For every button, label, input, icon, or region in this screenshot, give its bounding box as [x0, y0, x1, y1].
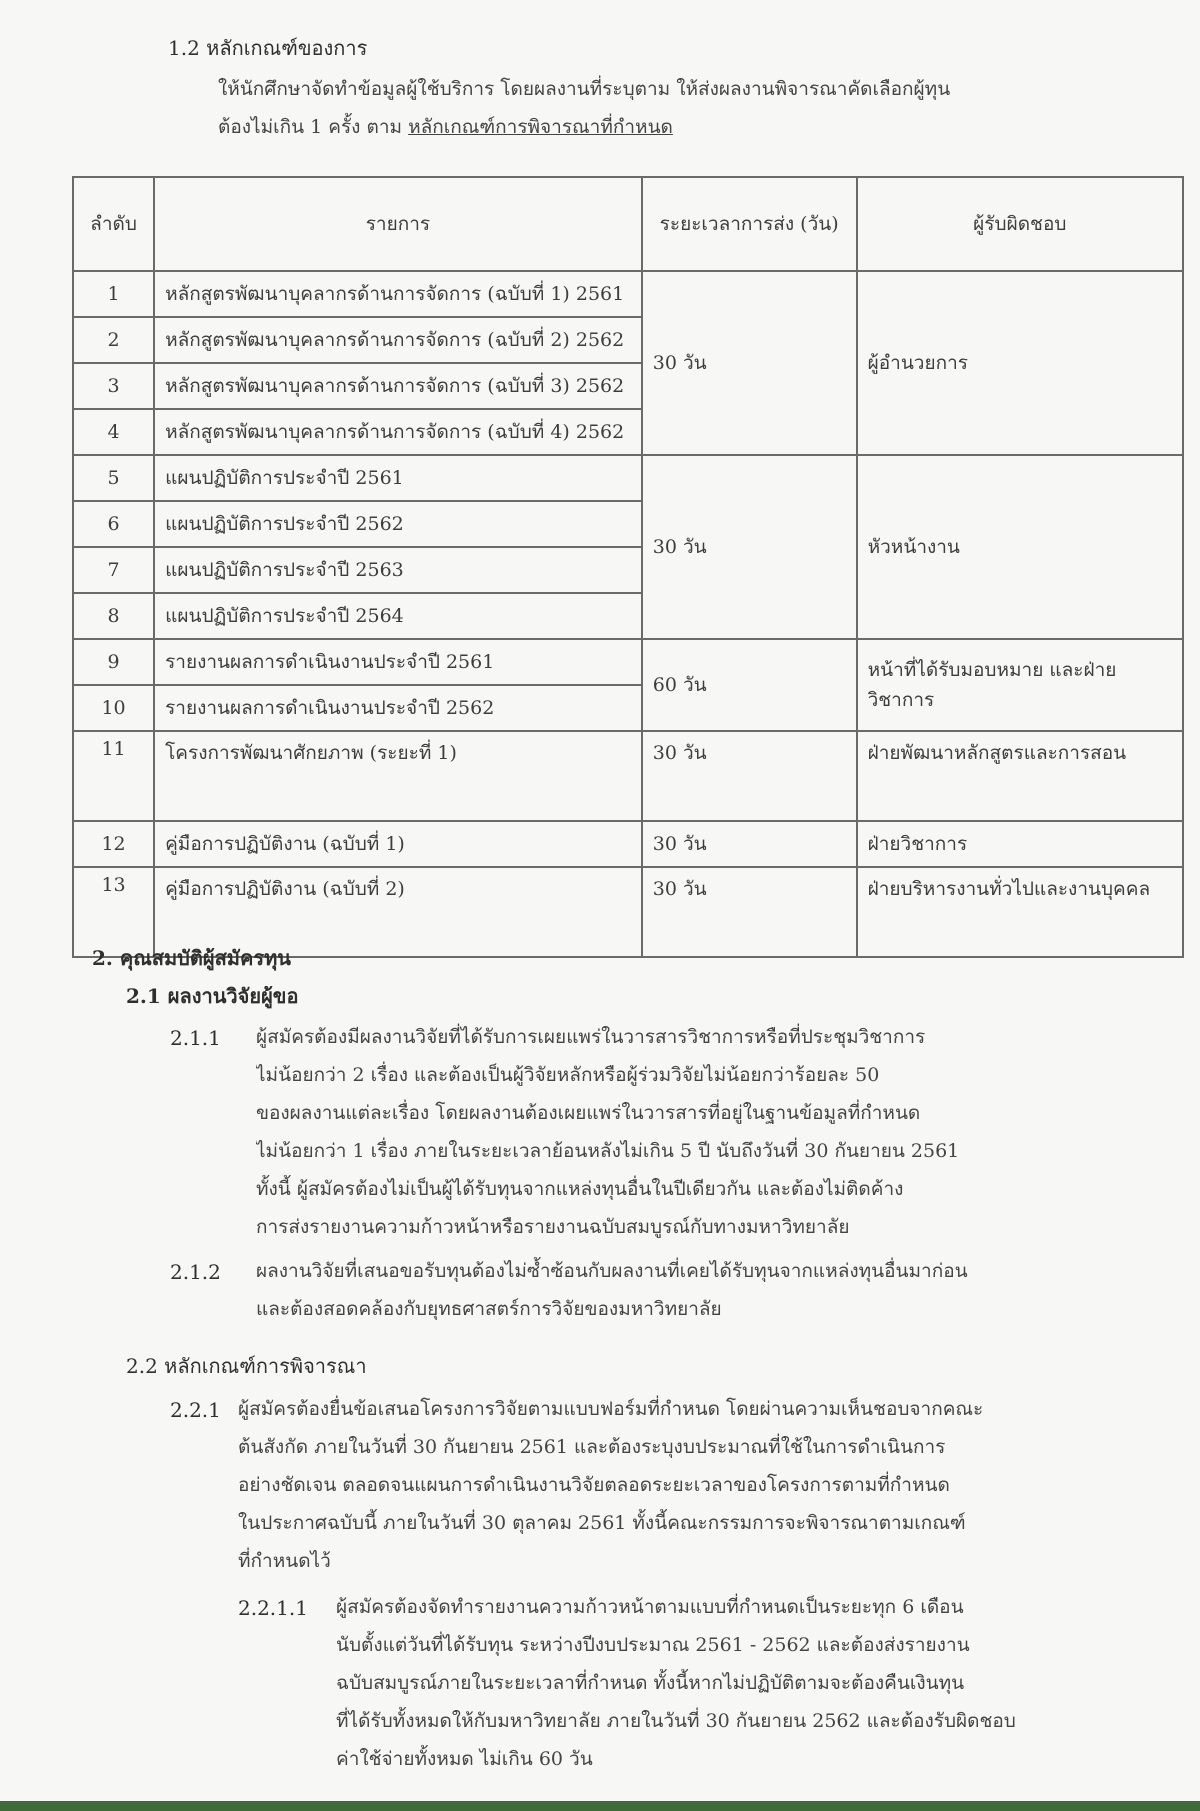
row-item: แผนปฏิบัติการประจำปี 2563 [154, 547, 642, 593]
row-period: 60 วัน [642, 639, 857, 731]
paragraph-line: ไม่น้อยกว่า 1 เรื่อง ภายในระยะเวลาย้อนหลังไม่เกิน 5 ปี นับถึงวันที่ 30 กันยายน 2561 [256, 1140, 960, 1162]
paragraph-line: อย่างชัดเจน ตลอดจนแผนการดำเนินงานวิจัยตลอดระยะเวลาของโครงการตามที่กำหนด [238, 1474, 950, 1496]
row-number: 10 [73, 685, 154, 731]
section-1-2-paragraph [218, 70, 1178, 146]
paragraph-line: และต้องสอดคล้องกับยุทธศาสตร์การวิจัยของมหาวิทยาลัย [256, 1298, 722, 1320]
clause-2-2-1-1-paragraph [336, 1588, 1182, 1778]
row-number: 4 [73, 409, 154, 455]
paragraph-line: ฉบับสมบูรณ์ภายในระยะเวลาที่กำหนด ทั้งนี้หากไม่ปฏิบัติตามจะต้องคืนเงินทุน [336, 1672, 965, 1694]
clause-2-1-1-paragraph [256, 1018, 1181, 1246]
clause-number: 2.1.2 [170, 1260, 221, 1284]
row-responsible: ฝ่ายพัฒนาหลักสูตรและการสอน [857, 731, 1183, 821]
row-item: โครงการพัฒนาศักยภาพ (ระยะที่ 1) [154, 731, 642, 821]
paragraph-text: ต้องไม่เกิน 1 ครั้ง ตาม [218, 116, 403, 138]
clause-number: 2.2.1.1 [238, 1596, 308, 1620]
paragraph-line: การส่งรายงานความก้าวหน้าหรือรายงานฉบับสมบูรณ์กับทางมหาวิทยาลัย [256, 1216, 850, 1238]
paragraph-line: ไม่น้อยกว่า 2 เรื่อง และต้องเป็นผู้วิจัยหลักหรือผู้ร่วมวิจัยไม่น้อยกว่าร้อยละ 50 [256, 1064, 880, 1086]
row-number: 1 [73, 271, 154, 317]
section-2-2-heading: 2.2 หลักเกณฑ์การพิจารณา [126, 1354, 367, 1378]
clause-number: 2.1.1 [170, 1026, 221, 1050]
row-item: รายงานผลการดำเนินงานประจำปี 2561 [154, 639, 642, 685]
paragraph-line: ที่กำหนดไว้ [238, 1550, 331, 1572]
row-number: 9 [73, 639, 154, 685]
row-item: หลักสูตรพัฒนาบุคลากรด้านการจัดการ (ฉบับที่ 3) 2562 [154, 363, 642, 409]
paragraph-line: ให้นักศึกษาจัดทำข้อมูลผู้ใช้บริการ โดยผลงานที่ระบุตาม ให้ส่งผลงานพิจารณาคัดเลือกผู้ทุน [218, 78, 951, 100]
section-2-1-heading: 2.1 ผลงานวิจัยผู้ขอ [126, 984, 299, 1008]
row-period: 30 วัน [642, 271, 857, 455]
row-item: รายงานผลการดำเนินงานประจำปี 2562 [154, 685, 642, 731]
clause-number: 2.2.1 [170, 1398, 221, 1422]
section-2-heading: 2. คุณสมบัติผู้สมัครทุน [92, 946, 291, 970]
paragraph-line: ผู้สมัครต้องจัดทำรายงานความก้าวหน้าตามแบบที่กำหนดเป็นระยะทุก 6 เดือน [336, 1596, 964, 1618]
row-period: 30 วัน [642, 821, 857, 867]
table-header-row [73, 177, 1183, 271]
row-number: 2 [73, 317, 154, 363]
paragraph-line: ผลงานวิจัยที่เสนอขอรับทุนต้องไม่ซ้ำซ้อนกับผลงานที่เคยได้รับทุนจากแหล่งทุนอื่นมาก่อน [256, 1260, 968, 1282]
row-period: 30 วัน [642, 731, 857, 821]
row-number: 8 [73, 593, 154, 639]
row-number: 5 [73, 455, 154, 501]
paragraph-line: ทั้งนี้ ผู้สมัครต้องไม่เป็นผู้ได้รับทุนจากแหล่งทุนอื่นในปีเดียวกัน และต้องไม่ติดค้าง [256, 1178, 904, 1200]
criteria-reference: หลักเกณฑ์การพิจารณาที่กำหนด [408, 116, 673, 138]
row-responsible: หัวหน้างาน [857, 455, 1183, 639]
row-responsible: ผู้อำนวยการ [857, 271, 1183, 455]
row-number: 6 [73, 501, 154, 547]
column-header-no: ลำดับ [73, 177, 154, 271]
paragraph-line [218, 108, 1178, 146]
row-number: 11 [73, 731, 154, 821]
row-number: 12 [73, 821, 154, 867]
paragraph-line: ผู้สมัครต้องยื่นข้อเสนอโครงการวิจัยตามแบบฟอร์มที่กำหนด โดยผ่านความเห็นชอบจากคณะ [238, 1398, 984, 1420]
paragraph-line: ค่าใช้จ่ายทั้งหมด ไม่เกิน 60 วัน [336, 1748, 593, 1770]
table-row [73, 821, 1183, 867]
clause-2-2-1-paragraph [238, 1390, 1181, 1580]
row-item: หลักสูตรพัฒนาบุคลากรด้านการจัดการ (ฉบับที่ 1) 2561 [154, 271, 642, 317]
paragraph-line: ในประกาศฉบับนี้ ภายในวันที่ 30 ตุลาคม 2561 ทั้งนี้คณะกรรมการจะพิจารณาตามเกณฑ์ [238, 1512, 966, 1534]
paragraph-line: ของผลงานแต่ละเรื่อง โดยผลงานต้องเผยแพร่ในวารสารที่อยู่ในฐานข้อมูลที่กำหนด [256, 1102, 921, 1124]
column-header-item: รายการ [154, 177, 642, 271]
paragraph-line: นับตั้งแต่วันที่ได้รับทุน ระหว่างปีงบประมาณ 2561 - 2562 และต้องส่งรายงาน [336, 1634, 970, 1656]
row-number: 13 [73, 867, 154, 957]
paragraph-line: ผู้สมัครต้องมีผลงานวิจัยที่ได้รับการเผยแพร่ในวารสารวิชาการหรือที่ประชุมวิชาการ [256, 1026, 926, 1048]
row-number: 7 [73, 547, 154, 593]
row-item: คู่มือการปฏิบัติงาน (ฉบับที่ 2) [154, 867, 642, 957]
row-period: 30 วัน [642, 867, 857, 957]
row-item: หลักสูตรพัฒนาบุคลากรด้านการจัดการ (ฉบับที่ 2) 2562 [154, 317, 642, 363]
table-row [73, 731, 1183, 821]
table-row [73, 455, 1183, 501]
row-responsible: หน้าที่ได้รับมอบหมาย และฝ่ายวิชาการ [857, 639, 1183, 731]
bottom-accent-bar [0, 1801, 1200, 1811]
row-item: แผนปฏิบัติการประจำปี 2562 [154, 501, 642, 547]
column-header-responsible: ผู้รับผิดชอบ [857, 177, 1183, 271]
row-number: 3 [73, 363, 154, 409]
row-item: หลักสูตรพัฒนาบุคลากรด้านการจัดการ (ฉบับที่ 4) 2562 [154, 409, 642, 455]
clause-2-1-2-paragraph [256, 1252, 1181, 1328]
row-period: 30 วัน [642, 455, 857, 639]
row-responsible: ฝ่ายวิชาการ [857, 821, 1183, 867]
row-item: แผนปฏิบัติการประจำปี 2564 [154, 593, 642, 639]
paragraph-line: ที่ได้รับทั้งหมดให้กับมหาวิทยาลัย ภายในวันที่ 30 กันยายน 2562 และต้องรับผิดชอบ [336, 1710, 1016, 1732]
row-item: คู่มือการปฏิบัติงาน (ฉบับที่ 1) [154, 821, 642, 867]
table-row [73, 639, 1183, 685]
row-responsible: ฝ่ายบริหารงานทั่วไปและงานบุคคล [857, 867, 1183, 957]
section-1-2-heading: 1.2 หลักเกณฑ์ของการ [168, 36, 368, 60]
column-header-period: ระยะเวลาการส่ง (วัน) [642, 177, 857, 271]
table-row [73, 271, 1183, 317]
paragraph-line: ต้นสังกัด ภายในวันที่ 30 กันยายน 2561 และต้องระบุงบประมาณที่ใช้ในการดำเนินการ [238, 1436, 946, 1458]
schedule-table [72, 176, 1184, 958]
row-item: แผนปฏิบัติการประจำปี 2561 [154, 455, 642, 501]
